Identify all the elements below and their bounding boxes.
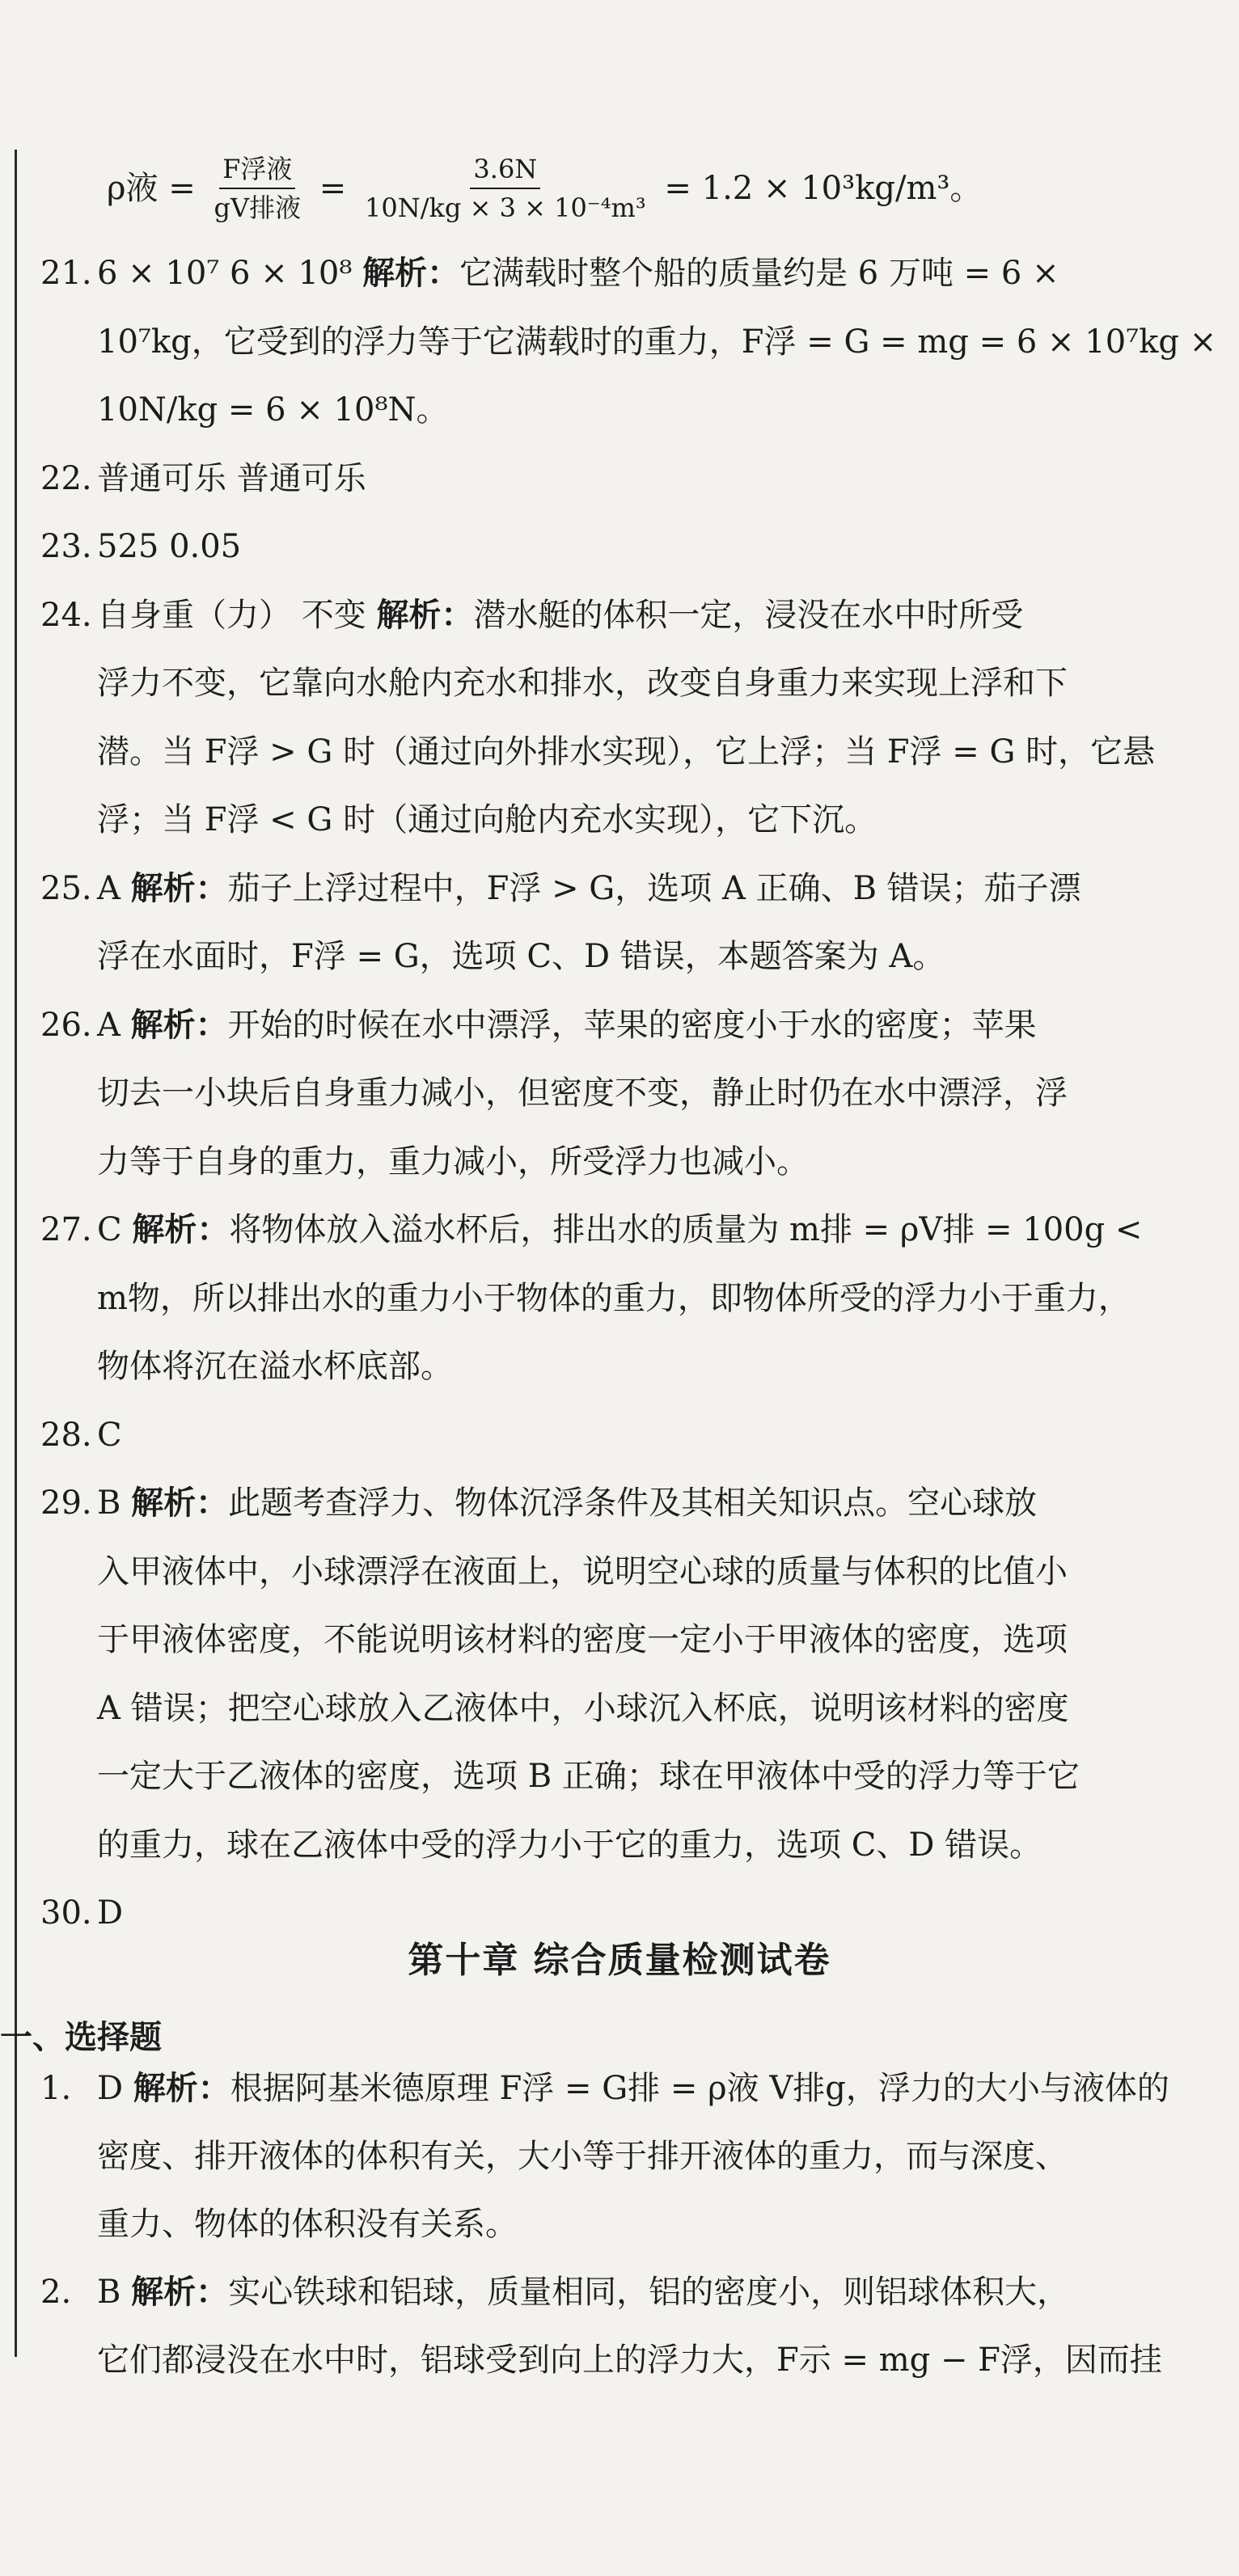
question-number: 28.: [40, 1416, 92, 1454]
analysis-label: 解析：: [131, 1484, 229, 1522]
answer-line: [97, 319, 1216, 365]
answer-line: [97, 1071, 1068, 1116]
fraction-1-numerator: F浮液: [219, 152, 295, 189]
question-number: 29.: [40, 1484, 92, 1522]
formula-fraction-2: [362, 152, 649, 225]
answer-line: [97, 1344, 453, 1389]
section-title: 一、选择题: [0, 2019, 162, 2056]
answer-line: [97, 797, 877, 842]
answer-line: [97, 2134, 1068, 2179]
chapter-title: 第十章 综合质量检测试卷: [408, 1940, 831, 1981]
answer-line: [40, 1003, 1037, 1048]
answer-line: [40, 593, 1023, 638]
answer-line: [40, 1890, 123, 1936]
analysis-text: 将物体放入溢水杯后，排出水的质量为 m排 = ρV排 = 100g <: [229, 1211, 1143, 1248]
answer-line: [40, 1480, 1037, 1526]
answer-text: C: [97, 1211, 133, 1248]
answer-line: [40, 1207, 1142, 1252]
answer-line: [97, 729, 1155, 775]
answer-text: 入甲液体中，小球漂浮在液面上，说明空心球的质量与体积的比值小: [97, 1552, 1068, 1590]
answer-line: [40, 2066, 1169, 2111]
answer-text: B: [97, 2274, 132, 2311]
answer-line: [40, 1413, 122, 1458]
answer-line: [97, 1617, 1068, 1662]
density-formula: [107, 144, 982, 233]
answer-text: 6 × 10⁷ 6 × 10⁸: [97, 255, 363, 292]
answer-line: [97, 1754, 1080, 1799]
question-number: 1.: [40, 2070, 72, 2107]
analysis-label: 解析：: [131, 2273, 229, 2311]
analysis-text: 根据阿基米德原理 F浮 = G排 = ρ液 V排g，浮力的大小与液体的: [230, 2070, 1169, 2107]
analysis-text: 茄子上浮过程中，F浮 > G，选项 A 正确、B 错误；茄子漂: [227, 869, 1081, 907]
answer-text: B: [97, 1484, 132, 1522]
analysis-label: 解析：: [130, 1005, 228, 1044]
answer-text: 它们都浸没在水中时，铝球受到向上的浮力大，F示 = mg − F浮，因而挂: [97, 2342, 1162, 2379]
analysis-label: 解析：: [133, 2069, 230, 2107]
answer-line: [40, 524, 241, 569]
answer-line: [97, 387, 449, 433]
answer-text: D: [97, 1894, 124, 1932]
answer-text: 浮；当 F浮 < G 时（通过向舱内充水实现），它下沉。: [97, 801, 877, 838]
answer-line: [40, 456, 366, 501]
answer-line: [97, 1686, 1069, 1731]
answer-line: [40, 866, 1081, 911]
answer-text: 密度、排开液体的体积有关，大小等于排开液体的重力，而与深度、: [97, 2138, 1068, 2175]
formula-rhs: = 1.2 × 10³kg/m³。: [664, 170, 983, 207]
analysis-text: 它满载时整个船的质量约是 6 万吨 = 6 ×: [459, 255, 1059, 292]
answer-text: A 错误；把空心球放入乙液体中，小球沉入杯底，说明该材料的密度: [97, 1689, 1069, 1727]
answer-line: [97, 2202, 518, 2247]
answer-text: 一定大于乙液体的密度，选项 B 正确；球在甲液体中受的浮力等于它: [97, 1758, 1080, 1795]
analysis-label: 解析：: [376, 595, 474, 634]
analysis-label: 解析：: [132, 1210, 230, 1248]
question-number: 26.: [40, 1006, 92, 1044]
answer-text: 普通可乐 普通可乐: [97, 459, 366, 497]
question-number: 2.: [40, 2274, 72, 2311]
answer-line: [97, 1549, 1068, 1594]
answer-text: 的重力，球在乙液体中受的浮力小于它的重力，选项 C、D 错误。: [97, 1826, 1042, 1864]
answer-text: m物，所以排出水的重力小于物体的重力，即物体所受的浮力小于重力，: [97, 1279, 1131, 1317]
answer-line: [97, 934, 945, 979]
question-number: 21.: [40, 255, 92, 292]
analysis-text: 实心铁球和铝球，质量相同，铝的密度小，则铝球体积大，: [228, 2274, 1070, 2311]
answer-text: 重力、物体的体积没有关系。: [97, 2206, 518, 2243]
answer-text: 自身重（力） 不变: [97, 596, 377, 634]
question-number: 23.: [40, 528, 92, 565]
answer-line: [97, 1822, 1042, 1868]
answer-text: C: [97, 1416, 122, 1454]
analysis-text: 此题考查浮力、物体沉浮条件及其相关知识点。空心球放: [228, 1484, 1038, 1522]
answer-text: A: [97, 869, 131, 907]
answer-line: [40, 2270, 1069, 2315]
fraction-2-denominator: 10N/kg × 3 × 10⁻⁴m³: [365, 192, 646, 223]
question-number: 30.: [40, 1894, 92, 1932]
answer-line: [97, 661, 1068, 706]
answer-text: 10N/kg = 6 × 10⁸N。: [97, 391, 449, 429]
answer-line: [97, 2337, 1162, 2383]
answer-text: D: [97, 2070, 133, 2107]
formula-fraction-1: [210, 152, 304, 225]
answer-text: 浮在水面时，F浮 = G，选项 C、D 错误，本题答案为 A。: [97, 938, 945, 975]
answer-text: 525 0.05: [97, 528, 242, 565]
analysis-text: 潜水艇的体积一定，浸没在水中时所受: [473, 596, 1024, 634]
formula-equals: =: [319, 170, 347, 207]
answer-line: [97, 1276, 1131, 1321]
question-number: 27.: [40, 1211, 92, 1248]
fraction-2-numerator: 3.6N: [470, 152, 540, 189]
analysis-label: 解析：: [130, 868, 228, 907]
question-number: 24.: [40, 596, 92, 634]
answer-text: 潜。当 F浮 > G 时（通过向外排水实现），它上浮；当 F浮 = G 时，它悬: [97, 733, 1156, 771]
answer-text: 10⁷kg，它受到的浮力等于它满载时的重力，F浮 = G = mg = 6 × 10⁷kg ×: [97, 323, 1217, 361]
answer-text: 物体将沉在溢水杯底部。: [97, 1348, 453, 1385]
fraction-1-denominator: gV排液: [214, 192, 302, 223]
answer-text: A: [97, 1006, 131, 1044]
answer-text: 于甲液体密度，不能说明该材料的密度一定小于甲液体的密度，选项: [97, 1621, 1068, 1658]
analysis-text: 开始的时候在水中漂浮，苹果的密度小于水的密度；苹果: [227, 1006, 1037, 1044]
answer-text: 切去一小块后自身重力减小，但密度不变，静止时仍在水中漂浮，浮: [97, 1075, 1068, 1112]
answer-text: 力等于自身的重力，重力减小，所受浮力也减小。: [97, 1142, 809, 1180]
answer-line: [40, 251, 1059, 296]
question-number: 22.: [40, 459, 92, 497]
answer-line: [97, 1139, 809, 1185]
answer-text: 浮力不变，它靠向水舱内充水和排水，改变自身重力来实现上浮和下: [97, 665, 1068, 702]
analysis-label: 解析：: [362, 254, 460, 292]
question-number: 25.: [40, 869, 92, 907]
formula-lhs: ρ液 =: [107, 170, 196, 207]
